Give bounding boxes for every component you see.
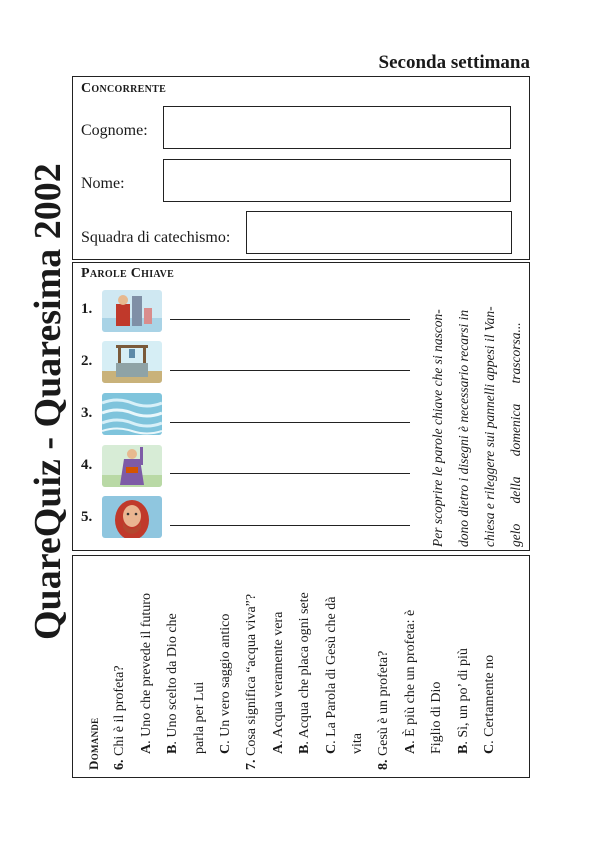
instructions-line: gelo della domenica trascorsa... (508, 322, 523, 547)
parole-chiave-heading: Parole Chiave (81, 266, 175, 281)
week-label: Seconda settimana (378, 52, 530, 73)
answer-line[interactable] (170, 422, 410, 423)
question-7: 7. Cosa significa “acqua viva”? (244, 593, 260, 770)
squadra-field[interactable] (246, 211, 512, 254)
quiz-title: QuareQuiz - Quaresima 2002 (27, 163, 69, 640)
questions-block (81, 560, 504, 770)
answer-6b-cont: parla per Lui (191, 681, 207, 754)
keyword-number: 5. (81, 509, 93, 525)
instructions-line: dono dietro i disegni è necessario recarsi in (456, 309, 471, 547)
cognome-label: Cognome: (81, 122, 148, 139)
answer-6b[interactable]: B. Uno scelto da Dio che (165, 613, 181, 754)
well-icon (102, 341, 162, 383)
parole-chiave-section (72, 262, 530, 551)
prophet-icon (102, 290, 162, 332)
keyword-number: 2. (81, 353, 93, 369)
answer-line[interactable] (170, 473, 410, 474)
answer-6a[interactable]: A. Uno che prevede il futuro (138, 593, 154, 754)
instructions-line: chiesa e rileggere sui pannelli appesi il Van- (482, 306, 497, 547)
domande-heading: Domande (86, 717, 101, 770)
question-6: 6. Chi è il profeta? (112, 665, 128, 770)
instructions-text (425, 271, 529, 547)
answer-8c[interactable]: C. Certamente no (482, 654, 498, 754)
jesus-face-icon (102, 496, 162, 538)
answer-line[interactable] (170, 319, 410, 320)
answer-7c[interactable]: C. La Parola di Gesù che dà (323, 596, 339, 754)
concorrente-section (72, 76, 530, 260)
answer-6c[interactable]: C. Un vero saggio antico (218, 613, 234, 754)
woman-icon (102, 445, 162, 487)
water-icon (102, 393, 162, 435)
question-8: 8. Gesù è un profeta? (376, 650, 392, 770)
answer-line[interactable] (170, 525, 410, 526)
keyword-number: 4. (81, 457, 93, 473)
instructions-line: Per scoprire le parole chiave che si nascon- (430, 309, 445, 547)
squadra-label: Squadra di catechismo: (81, 229, 231, 246)
nome-field[interactable] (163, 159, 511, 202)
answer-8a[interactable]: A. È più che un profeta: è (402, 609, 418, 754)
answer-line[interactable] (170, 370, 410, 371)
cognome-field[interactable] (163, 106, 511, 149)
answer-7c-cont: vita (350, 733, 366, 754)
concorrente-heading: Concorrente (81, 81, 167, 96)
answer-7a[interactable]: A. Acqua veramente vera (270, 611, 286, 754)
nome-label: Nome: (81, 175, 125, 192)
answer-7b[interactable]: B. Acqua che placa ogni sete (297, 592, 313, 754)
keyword-number: 3. (81, 405, 93, 421)
domande-section (72, 555, 530, 778)
answer-8b[interactable]: B. Sì, un po’ di più (455, 648, 471, 754)
keyword-number: 1. (81, 301, 93, 317)
answer-8a-cont: Figlio di Dio (429, 681, 445, 754)
